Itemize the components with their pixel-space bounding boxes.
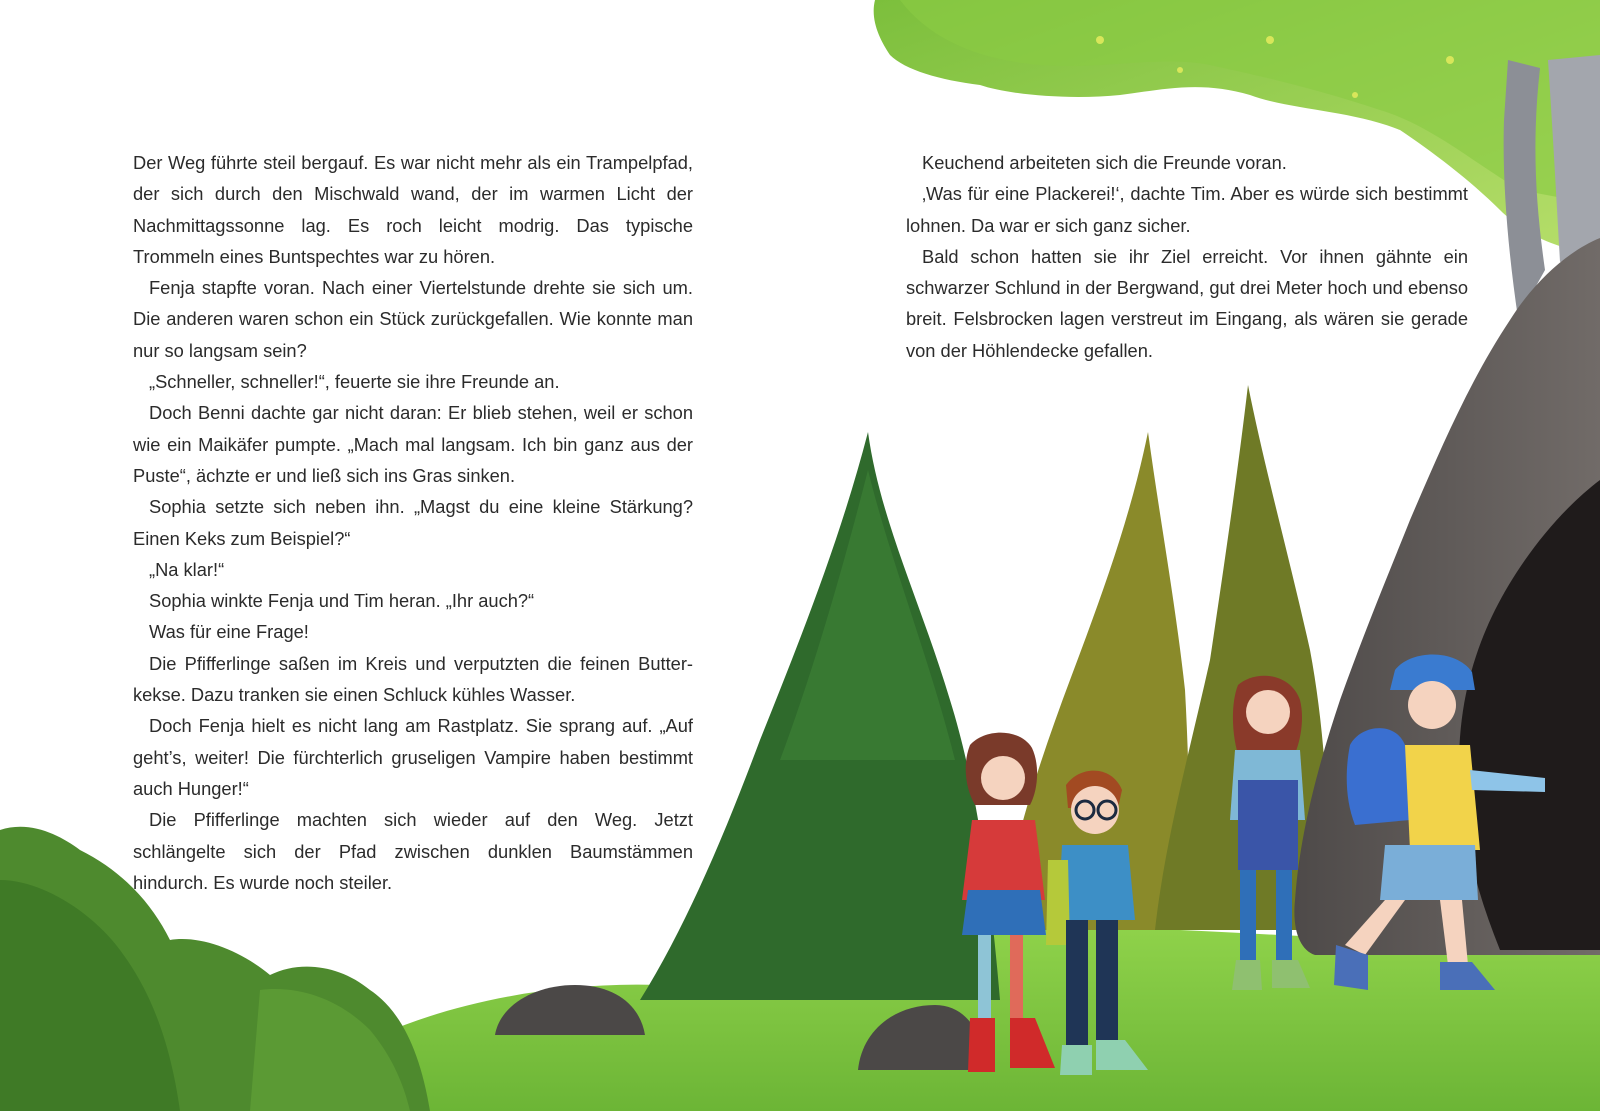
paragraph: Sophia winkte Fenja und Tim heran. „Ihr auch?“ [149, 590, 535, 612]
paragraph: Sophia setzte sich neben ihn. „Magst du eine kleine Stärkung? Einen Keks zum Beispiel?“ [133, 496, 693, 549]
paragraph: Doch Fenja hielt es nicht lang am Rastplatz. Sie sprang auf. „Auf geht’s, weiter! Die fürchterlich gruseligen Vampire haben bestimmt auch Hunger!“ [133, 715, 693, 799]
paragraph: Doch Benni dachte gar nicht daran: Er blieb stehen, weil er schon wie ein Maikäfer pumpte. „Mach mal langsam. Ich bin ganz aus der Puste“, ächzte er und ließ sich ins Gras sinken. [133, 402, 693, 486]
paragraph: „Na klar!“ [149, 558, 225, 580]
paragraph: ‚Was für eine Plackerei!‘, dachte Tim. Aber es würde sich bestimmt lohnen. Da war er sich ganz sicher. [906, 183, 1468, 236]
pine-tree [640, 432, 1000, 1000]
right-page-text [906, 147, 1468, 366]
paragraph: Keuchend arbeiteten sich die Freunde voran. [922, 152, 1287, 173]
paragraph: Die Pfifferlinge saßen im Kreis und verputzten die feinen Butterkekse. Dazu tranken sie einen Schluck kühles Wasser. [133, 652, 693, 706]
paragraph: Bald schon hatten sie ihr Ziel erreicht. Vor ihnen gähnte ein schwarzer Schlund in der Bergwand, gut drei Meter hoch und ebenso breit. Felsbrocken lagen verstreut im Eingang, als wären sie gerade von der Höhlendecke gefallen. [906, 245, 1468, 361]
paragraph: „Schneller, schneller!“, feuerte sie ihre Freunde an. [149, 371, 560, 393]
paragraph: Fenja stapfte voran. Nach einer Viertelstunde drehte sie sich um. Die anderen waren schon ein Stück zurückgefallen. Wie konnte man nur so langsam sein? [133, 277, 693, 361]
paragraph: Der Weg führte steil bergauf. Es war nicht mehr als ein Trampelpfad, der sich durch den Mischwald wand, der im warmen Licht der Nachmittagssonne lag. Es roch leicht modrig. Das typische Trommeln eines Buntspechtes war zu hören. [133, 152, 693, 267]
left-page-text [133, 147, 693, 898]
paragraph: Was für eine Frage! [149, 621, 309, 643]
paragraph: Die Pfifferlinge machten sich wieder auf den Weg. Jetzt schlängelte sich der Pfad zwischen dunklen Baumstämmen hindurch. Es wurde noch steiler. [133, 809, 693, 893]
